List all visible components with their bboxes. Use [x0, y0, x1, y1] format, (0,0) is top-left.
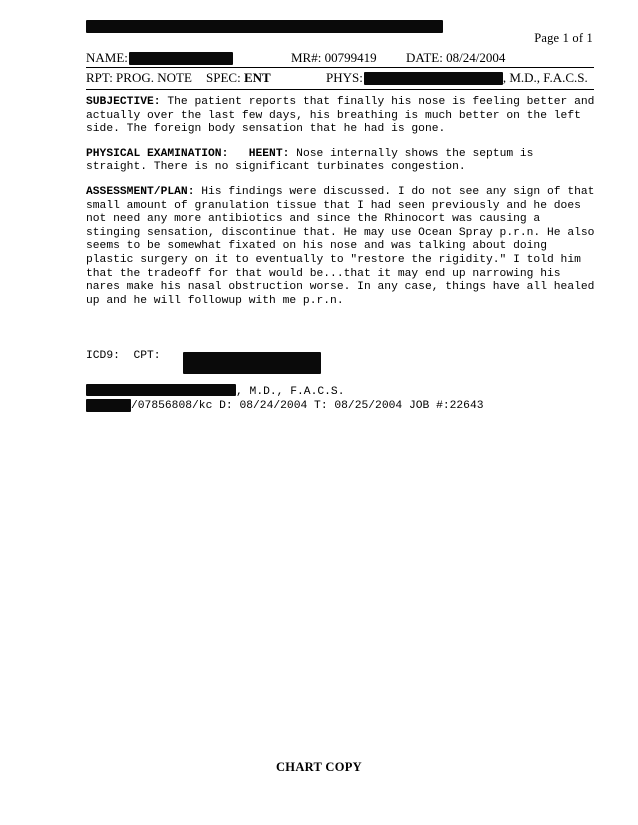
mr-block [291, 50, 377, 66]
icd-label: ICD9: [86, 350, 120, 362]
chart-copy-footer: CHART COPY [275, 760, 362, 774]
redaction-cpt-codes [183, 352, 321, 374]
section-subjective-text: The patient reports that finally his nose is feeling better and actually over the last few days, his breathing is much better on the left side. The foreign body sensation that he had is gone. [86, 96, 595, 136]
section-assessment-plan-heading: ASSESSMENT/PLAN: [86, 185, 195, 198]
spec-value: ENT [243, 70, 271, 85]
redaction-signature-name [86, 384, 236, 396]
section-physical-exam-text: Nose internally shows the septum is straight. There is no significant turbinates congestion. [86, 147, 534, 174]
name-label: NAME: [86, 50, 128, 65]
section-heent-subheading: HEENT: [248, 147, 290, 160]
mr-value: 00799419 [324, 50, 377, 65]
section-physical-exam-heading: PHYSICAL EXAMINATION: [86, 147, 229, 160]
redaction-bar-header [86, 20, 443, 33]
mr-label: MR#: [291, 50, 322, 65]
rpt-label: RPT: PROG. NOTE [86, 70, 192, 85]
signature-line [86, 385, 344, 398]
section-assessment-plan-text: His findings were discussed. I do not see any sign of that small amount of granulation tissue that I had seen previously and he does not need any more antibiotics and since the Rhinocort was causing a stinging sensation, discontinue that. He may use Ocean Spray p.r.n. He also seems to be somewhat fixated on his nose and was talking about doing plastic surgery on it to eventually to "restore the rigidity." I told him that the tradeoff for that would be...that it may end up narrowing his nares make his nasal obstruction worse. In any case, things have all healed up and he will followup with me p.r.n. [86, 185, 595, 307]
phys-label: PHYS: [326, 70, 363, 85]
date-value: 08/24/2004 [446, 50, 506, 65]
cpt-label: CPT: [133, 350, 161, 362]
section-assessment-plan [86, 186, 598, 308]
report-header-line [86, 70, 598, 88]
phys-suffix: , M.D., F.A.C.S. [502, 70, 588, 85]
redaction-physician-name [364, 72, 503, 85]
date-label: DATE: [406, 50, 443, 65]
spec-block [206, 70, 271, 86]
note-body [86, 96, 598, 308]
patient-header-line [86, 50, 596, 66]
section-physical-exam [86, 148, 598, 175]
section-subjective-heading: SUBJECTIVE: [86, 96, 161, 108]
transcription-line [86, 400, 484, 412]
phys-block [326, 70, 588, 86]
transcription-text: /07856808/kc D: 08/24/2004 T: 08/25/2004 JOB #:22643 [131, 400, 484, 412]
header-divider-top [86, 67, 594, 68]
redaction-patient-name [129, 52, 233, 65]
section-subjective [86, 96, 598, 137]
header-divider-bottom [86, 89, 594, 90]
signature-credentials: , M.D., F.A.C.S. [236, 385, 345, 398]
spec-label: SPEC: [206, 70, 241, 85]
coding-line [86, 350, 161, 362]
date-block [406, 50, 505, 66]
page-number: Page 1 of 1 [534, 31, 593, 45]
